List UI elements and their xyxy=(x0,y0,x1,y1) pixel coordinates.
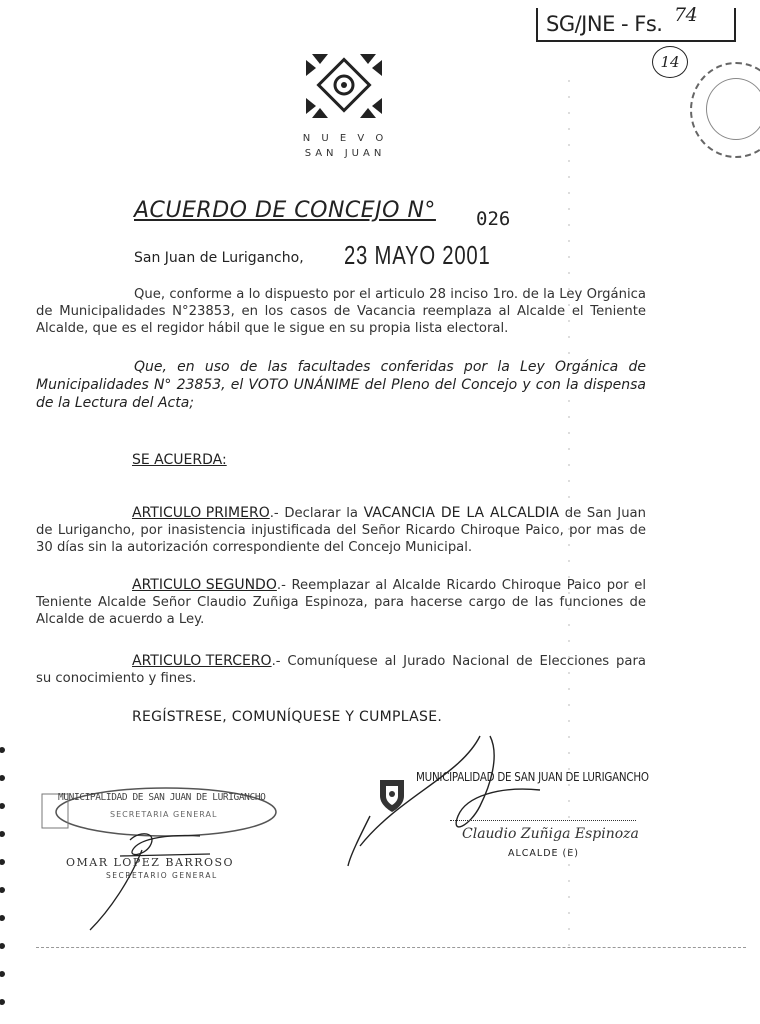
article-primero-emphasis: VACANCIA DE LA ALCALDIA xyxy=(363,505,560,521)
file-stamp-label: SG/JNE - Fs. xyxy=(546,12,663,36)
article-tercero-text: .- Comuníquese al Jurado Nacional de Elecciones para su conocimiento y fines. xyxy=(36,654,646,686)
article-segundo-title: ARTICULO SEGUNDO xyxy=(132,577,277,593)
paragraph-2-text: Que, en uso de las facultades conferidas por la Ley Orgánica de Municipalidades N° 23853, el VOTO UNÁNIME del Pleno del Concejo y con la dispensa de la Lectura del Acta; xyxy=(36,359,646,411)
nuevo-san-juan-logo-icon xyxy=(304,52,384,122)
secretary-role: SECRETARIO GENERAL xyxy=(106,871,218,880)
secretary-stamp-line1: MUNICIPALIDAD DE SAN JUAN DE LURIGANCHO xyxy=(58,792,266,803)
scan-artifact-line-icon xyxy=(566,80,572,960)
file-stamp xyxy=(536,4,736,42)
paragraph-1-text: Que, conforme a lo dispuesto por el articulo 28 inciso 1ro. de la Ley Orgánica de Municipalidades N°23853, en los casos de Vacancia reemplaza al Alcalde el Teniente Alcalde, que es el regidor hábil que le sigue en su propia lista electoral. xyxy=(36,287,646,336)
date-stamp: 23 MAYO 2001 xyxy=(344,240,491,270)
article-primero-text-b: de San Juan de Lurigancho, por inasistencia injustificada del Señor Ricardo Chiroque Paico, por mas de 30 días sin la autorización correspondiente del Concejo Municipal. xyxy=(36,506,646,555)
article-primero xyxy=(36,505,646,556)
paragraph-considerando-2 xyxy=(36,358,646,412)
article-segundo xyxy=(36,577,646,628)
agreement-number: 026 xyxy=(476,208,511,230)
binding-holes-icon xyxy=(0,740,10,1024)
mayor-name: Claudio Zuñiga Espinoza xyxy=(462,826,639,842)
article-primero-title: ARTICULO PRIMERO xyxy=(132,505,270,521)
mayor-signature-line xyxy=(450,820,636,821)
article-primero-text-a: .- Declarar la xyxy=(269,506,364,521)
folio-number: 14 xyxy=(652,46,688,78)
mayor-role: ALCALDE (E) xyxy=(508,848,579,859)
place-label: San Juan de Lurigancho, xyxy=(134,250,304,266)
round-seal-icon xyxy=(690,62,760,158)
secretary-name: OMAR LOPEZ BARROSO xyxy=(66,856,235,869)
logo-text-san-juan: SAN JUAN xyxy=(304,148,386,159)
bottom-rule xyxy=(36,947,746,948)
secretary-stamp-line2: SECRETARIA GENERAL xyxy=(110,810,218,819)
logo-text-nuevo: N U E V O xyxy=(302,133,388,144)
article-segundo-text: .- Reemplazar al Alcalde Ricardo Chiroque Paico por el Teniente Alcalde Señor Claudio Zuñiga Espinoza, para hacerse cargo de las funciones de Alcalde de acuerdo a Ley. xyxy=(36,578,646,627)
file-stamp-number: 74 xyxy=(674,4,698,26)
document-title: ACUERDO DE CONCEJO N° xyxy=(134,198,436,223)
paragraph-considerando-1 xyxy=(36,286,646,337)
mayor-stamp-municipality: MUNICIPALIDAD DE SAN JUAN DE LURIGANCHO xyxy=(416,770,649,784)
closing-formula: REGÍSTRESE, COMUNÍQUESE Y CUMPLASE. xyxy=(132,709,443,725)
article-tercero xyxy=(36,653,646,687)
se-acuerda-heading: SE ACUERDA: xyxy=(132,452,227,468)
article-tercero-title: ARTICULO TERCERO xyxy=(132,653,272,669)
